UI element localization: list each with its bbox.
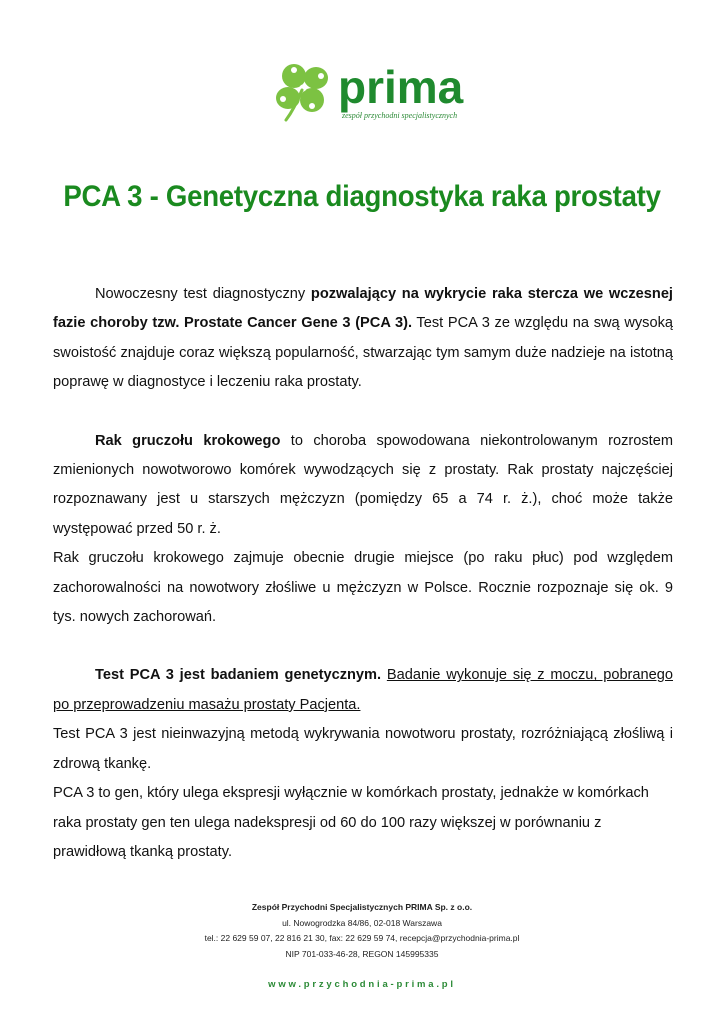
prima-logo (272, 60, 472, 126)
footer-ids: NIP 701-033-46-28, REGON 145995335 (285, 948, 439, 959)
paragraph-text: to choroba spowodowana niekontrolowanym rozrostem zmienionych nowotworowo komórek wywodzących się z prostaty. Rak prostaty najczęściej rozpoznawany jest u starszych mężczyzn (pomiędzy 65 a 74 r. ż.), choć może także występować przed 50 r. ż. (53, 432, 674, 537)
paragraph-underlined-text: Badanie wykonuje się z moczu, pobranego po przeprowadzeniu masażu prostaty Pacjenta. (53, 667, 673, 713)
footer-contact: tel.: 22 629 59 07, 22 816 21 30, fax: 22 629 59 74, recepcja@przychodnia-prima.pl (204, 933, 520, 943)
paragraph-bold-text: pozwalający na wykrycie raka stercza we wczesnej fazie choroby tzw. Prostate Cancer Gene 3 (PCA 3). (53, 286, 673, 332)
paragraph-method: Test PCA 3 jest nieinwazyjną metodą wykrywania nowotworu prostaty, rozróżniającą złośliwą i zdrową tkankę. (53, 726, 673, 772)
paragraph-test (53, 661, 673, 720)
footer-company: Zespół Przychodni Specjalistycznych PRIMA Sp. z o.o. (251, 902, 473, 912)
article-body (53, 280, 673, 867)
paragraph-disease (53, 427, 673, 545)
page-title: PCA 3 - Genetyczna diagnostyka raka prostaty (63, 180, 661, 213)
paragraph-bold-text: Test PCA 3 jest badaniem genetycznym. (95, 667, 382, 684)
paragraph-text: Nowoczesny test diagnostyczny (95, 286, 311, 302)
logo-brand-name: prima (338, 61, 464, 113)
logo-tagline: zespół przychodni specjalistycznych (342, 111, 458, 120)
paragraph-bold-text: Rak gruczołu krokowego (95, 432, 281, 449)
footer-website-link[interactable]: www.przychodnia-prima.pl (268, 979, 456, 990)
paragraph-incidence: Rak gruczołu krokowego zajmuje obecnie drugie miejsce (po raku płuc) pod względem zachorowalności na nowotwory złośliwe u mężczyzn w Polsce. Rocznie rozpoznaje się ok. 9 tys. nowych zachorowań. (53, 550, 673, 626)
paragraph-text: Test PCA 3 ze względu na swą wysoką swoistość znajduje coraz większą popularność, stwarzając tym samym duże nadzieje na istotną poprawę w diagnostyce i leczeniu raka prostaty. (53, 315, 673, 391)
paragraph-gene: PCA 3 to gen, który ulega ekspresji wyłącznie w komórkach prostaty, jednakże w komórkach raka prostaty gen ten ulega nadekspresji od 60 do 100 razy większej w porównaniu z prawidłową tkanką prostaty. (53, 785, 649, 860)
paragraph-intro (53, 280, 673, 398)
clover-leaf-icon (272, 60, 336, 122)
footer (0, 900, 724, 993)
footer-address: ul. Nowogrodzka 84/86, 02-018 Warszawa (282, 917, 442, 928)
